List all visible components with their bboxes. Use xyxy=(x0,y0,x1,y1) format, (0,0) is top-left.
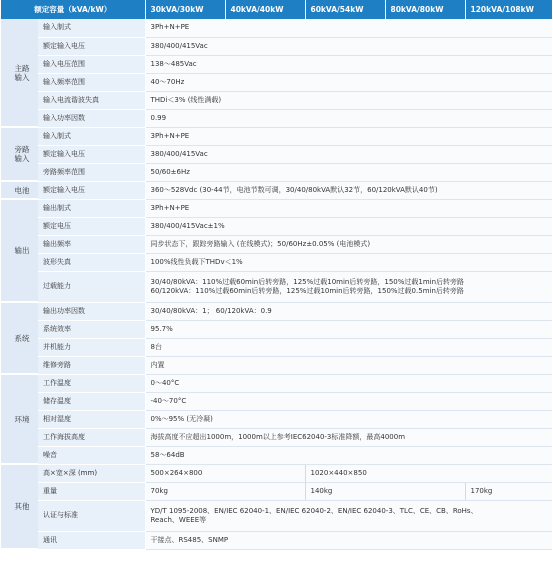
table-row xyxy=(1,55,552,73)
spec-item-label: 输入制式 xyxy=(38,127,145,145)
table-row xyxy=(1,338,552,356)
header-model: 60kVA/54kW xyxy=(305,0,385,19)
spec-value: 3Ph+N+PE xyxy=(145,199,552,217)
spec-value: 380/400/415Vac±1% xyxy=(145,217,552,235)
spec-item-label: 过载能力 xyxy=(38,271,145,302)
group-label xyxy=(1,302,38,374)
table-row xyxy=(1,37,552,55)
group-label-line: 其他 xyxy=(14,502,30,511)
spec-item-label: 系统效率 xyxy=(38,320,145,338)
spec-value: 0～40°C xyxy=(145,374,552,392)
spec-value: 内置 xyxy=(145,356,552,374)
spec-value: 海拔高度不应超出1000m，1000m以上参考IEC62040-3标准降额，最高4000m xyxy=(145,428,552,446)
spec-value: 360～528Vdc (30-44节，电池节数可调，30/40/80kVA默认32节，60/120kVA默认40节) xyxy=(145,181,552,199)
spec-value: 50/60±6Hz xyxy=(145,163,552,181)
table-row xyxy=(1,73,552,91)
spec-value: 3Ph+N+PE xyxy=(145,19,552,37)
table-row xyxy=(1,392,552,410)
spec-item-label: 输入功率因数 xyxy=(38,109,145,127)
spec-value: 1020×440×850 xyxy=(305,464,552,482)
table-row xyxy=(1,320,552,338)
table-row xyxy=(1,19,552,37)
spec-item-label: 输出功率因数 xyxy=(38,302,145,320)
table-row xyxy=(1,500,552,531)
header-model: 30kVA/30kW xyxy=(145,0,225,19)
spec-item-label: 输出制式 xyxy=(38,199,145,217)
spec-item-label: 额定电压 xyxy=(38,217,145,235)
group-label-line: 环境 xyxy=(14,414,30,424)
spec-value: 100%线性负载下THDv＜1% xyxy=(145,253,552,271)
spec-item-label: 认证与标准 xyxy=(38,500,145,531)
spec-value: 58～64dB xyxy=(145,446,552,464)
spec-item-label: 输入电压范围 xyxy=(38,55,145,73)
spec-value: 170kg xyxy=(465,482,552,500)
spec-value-line: YD/T 1095-2008、EN/IEC 62040-1、EN/IEC 62040-2、EN/IEC 62040-3、TLC、CE、CB、RoHs、 xyxy=(150,506,478,515)
spec-item-label: 旁路频率范围 xyxy=(38,163,145,181)
spec-value: 138～485Vac xyxy=(145,55,552,73)
table-row xyxy=(1,217,552,235)
spec-value xyxy=(145,500,552,531)
table-row xyxy=(1,145,552,163)
table-row xyxy=(1,235,552,253)
spec-item-label: 额定输入电压 xyxy=(38,37,145,55)
group-label xyxy=(1,464,38,549)
spec-item-label: 重量 xyxy=(38,482,145,500)
group-label-line: 输入 xyxy=(14,154,30,163)
table-row xyxy=(1,374,552,392)
group-label-line: 主路 xyxy=(14,63,30,73)
group-label-line: 电池 xyxy=(14,185,30,195)
group-label xyxy=(1,127,38,181)
spec-item-label: 并机能力 xyxy=(38,338,145,356)
spec-item-label: 额定输入电压 xyxy=(38,181,145,199)
group-label xyxy=(1,199,38,302)
spec-item-label: 通讯 xyxy=(38,531,145,549)
spec-value: 500×264×800 xyxy=(145,464,305,482)
table-row xyxy=(1,181,552,199)
spec-value: 8台 xyxy=(145,338,552,356)
spec-value: 干接点、RS485、SNMP xyxy=(145,531,552,549)
table-row xyxy=(1,127,552,145)
spec-value: 95.7% xyxy=(145,320,552,338)
header-model: 80kVA/80kW xyxy=(385,0,465,19)
group-label-line: 旁路 xyxy=(14,145,30,154)
table-row xyxy=(1,482,552,500)
header-rating: 额定容量（kVA/kW） xyxy=(1,0,145,19)
table-row xyxy=(1,410,552,428)
table-row xyxy=(1,271,552,302)
spec-value: 3Ph+N+PE xyxy=(145,127,552,145)
spec-value-line: 30/40/80kVA：110%过载60min后转旁路，125%过载10min后转旁路，150%过载1min后转旁路 xyxy=(150,277,465,286)
group-label-line: 输入 xyxy=(14,72,30,82)
spec-item-label: 输出频率 xyxy=(38,235,145,253)
table-row xyxy=(1,464,552,482)
spec-value: 0.99 xyxy=(145,109,552,127)
group-label-line: 系统 xyxy=(14,333,30,343)
table-row xyxy=(1,199,552,217)
table-row xyxy=(1,163,552,181)
spec-value-line: 60/120kVA：110%过载60min后转旁路，125%过载10min后转旁路，150%过载0.5min后转旁路 xyxy=(150,286,464,295)
spec-value: 380/400/415Vac xyxy=(145,145,552,163)
spec-item-label: 储存温度 xyxy=(38,392,145,410)
group-label xyxy=(1,19,38,127)
header-model: 120kVA/108kW xyxy=(465,0,552,19)
table-row xyxy=(1,109,552,127)
spec-value xyxy=(145,271,552,302)
spec-item-label: 维修旁路 xyxy=(38,356,145,374)
table-row xyxy=(1,531,552,549)
spec-value: 同步状态下，跟踪旁路输入 (在线模式)；50/60Hz±0.05% (电池模式) xyxy=(145,235,552,253)
spec-value: 0%～95% (无冷凝) xyxy=(145,410,552,428)
spec-value: 380/400/415Vac xyxy=(145,37,552,55)
spec-item-label: 噪音 xyxy=(38,446,145,464)
spec-value: THDi＜3% (线性满载) xyxy=(145,91,552,109)
spec-item-label: 输入制式 xyxy=(38,19,145,37)
spec-value: 140kg xyxy=(305,482,465,500)
group-label-line: 输出 xyxy=(14,246,30,255)
spec-value-line: Reach、WEEE等 xyxy=(150,515,207,524)
table-row xyxy=(1,253,552,271)
spec-item-label: 工作海拔高度 xyxy=(38,428,145,446)
table-row xyxy=(1,91,552,109)
spec-item-label: 波形失真 xyxy=(38,253,145,271)
table-row xyxy=(1,356,552,374)
group-label xyxy=(1,374,38,464)
spec-item-label: 工作温度 xyxy=(38,374,145,392)
spec-value: 30/40/80kVA：1； 60/120kVA：0.9 xyxy=(145,302,552,320)
spec-value: 70kg xyxy=(145,482,305,500)
spec-item-label: 相对湿度 xyxy=(38,410,145,428)
table-row xyxy=(1,428,552,446)
spec-item-label: 输入电流谐波失真 xyxy=(38,91,145,109)
spec-item-label: 高×宽×深 (mm) xyxy=(38,464,145,482)
spec-item-label: 输入频率范围 xyxy=(38,73,145,91)
spec-item-label: 额定输入电压 xyxy=(38,145,145,163)
table-row xyxy=(1,302,552,320)
group-label xyxy=(1,181,38,199)
header-row xyxy=(1,0,552,19)
spec-table xyxy=(1,0,553,550)
table-row xyxy=(1,446,552,464)
spec-value: -40～70°C xyxy=(145,392,552,410)
spec-value: 40～70Hz xyxy=(145,73,552,91)
header-model: 40kVA/40kW xyxy=(225,0,305,19)
